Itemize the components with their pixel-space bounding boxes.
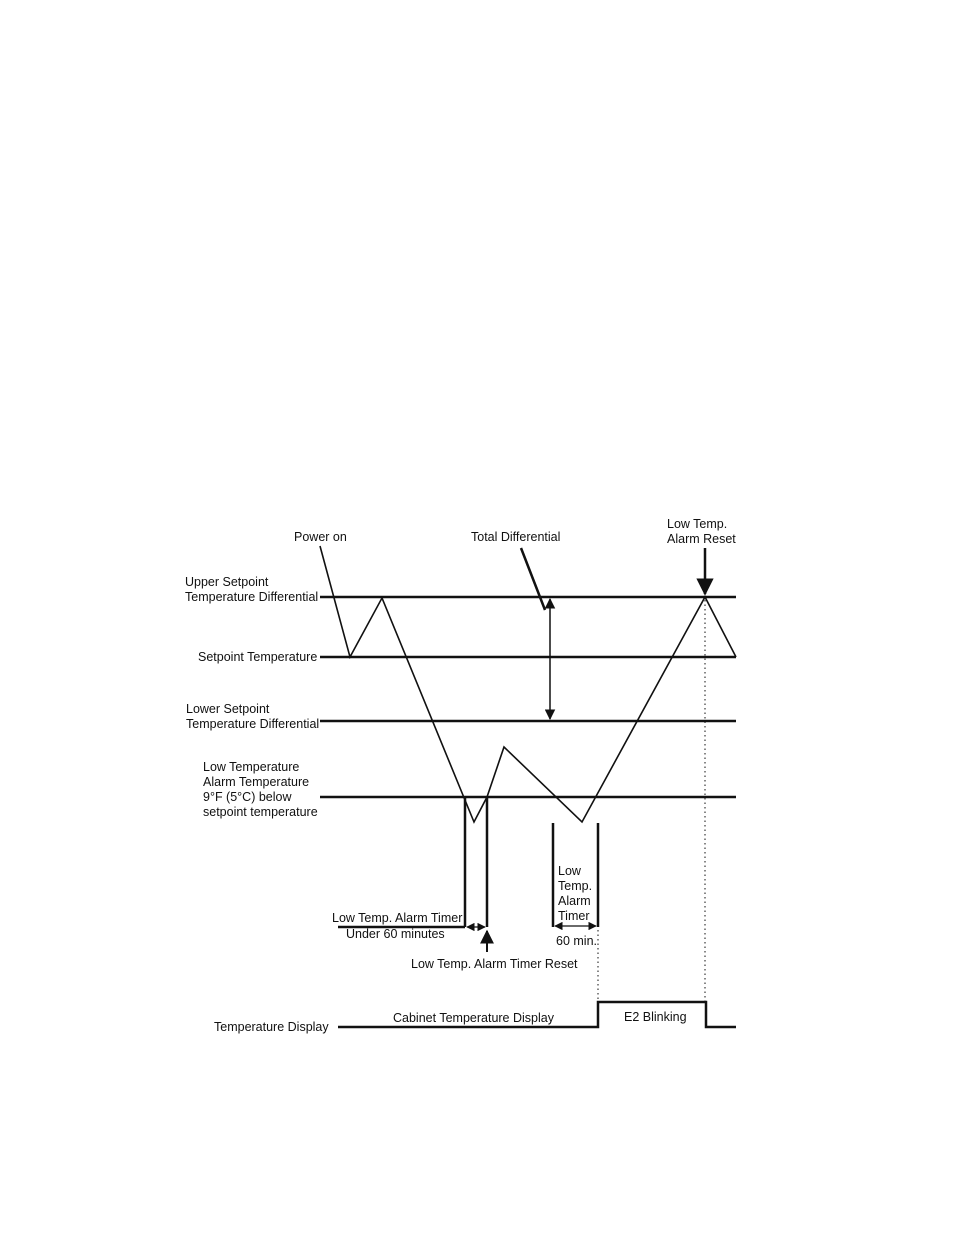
timer-reset-label: Low Temp. Alarm Timer Reset xyxy=(411,957,578,971)
timer-box-label-line1: Low xyxy=(558,864,581,878)
cabinet-display-label: Cabinet Temperature Display xyxy=(393,1011,554,1025)
low-alarm-label-line1: Low Temperature xyxy=(203,760,300,774)
setpoint-label: Setpoint Temperature xyxy=(198,650,318,664)
power-on-label: Power on xyxy=(294,530,347,544)
alarm-reset-label-line2: Alarm Reset xyxy=(667,532,736,546)
upper-setpoint-label-line1: Upper Setpoint xyxy=(185,575,269,589)
timer-box-label-line4: Timer xyxy=(558,909,590,923)
sixty-min-label: 60 min. xyxy=(556,934,597,948)
low-alarm-label-line3: 9°F (5°C) below xyxy=(203,790,292,804)
upper-setpoint-label-line2: Temperature Differential xyxy=(185,590,319,604)
temperature-trace xyxy=(320,546,736,822)
timer-label-line1: Low Temp. Alarm Timer xyxy=(332,911,463,925)
temp-display-label: Temperature Display xyxy=(214,1020,329,1034)
lower-setpoint-label-line1: Lower Setpoint xyxy=(186,702,270,716)
timer-box-label-line2: Temp. xyxy=(558,879,593,893)
low-alarm-label-line2: Alarm Temperature xyxy=(203,775,310,789)
timer-label-line2: Under 60 minutes xyxy=(346,927,445,941)
timer-box-label-line3: Alarm xyxy=(558,894,591,908)
lower-setpoint-label-line2: Temperature Differential xyxy=(186,717,320,731)
alarm-reset-label-line1: Low Temp. xyxy=(667,517,728,531)
total-differential-label: Total Differential xyxy=(471,530,561,544)
total-differential-leader xyxy=(521,548,545,610)
low-alarm-label-line4: setpoint temperature xyxy=(203,805,318,819)
e2-blinking-label: E2 Blinking xyxy=(624,1010,687,1024)
